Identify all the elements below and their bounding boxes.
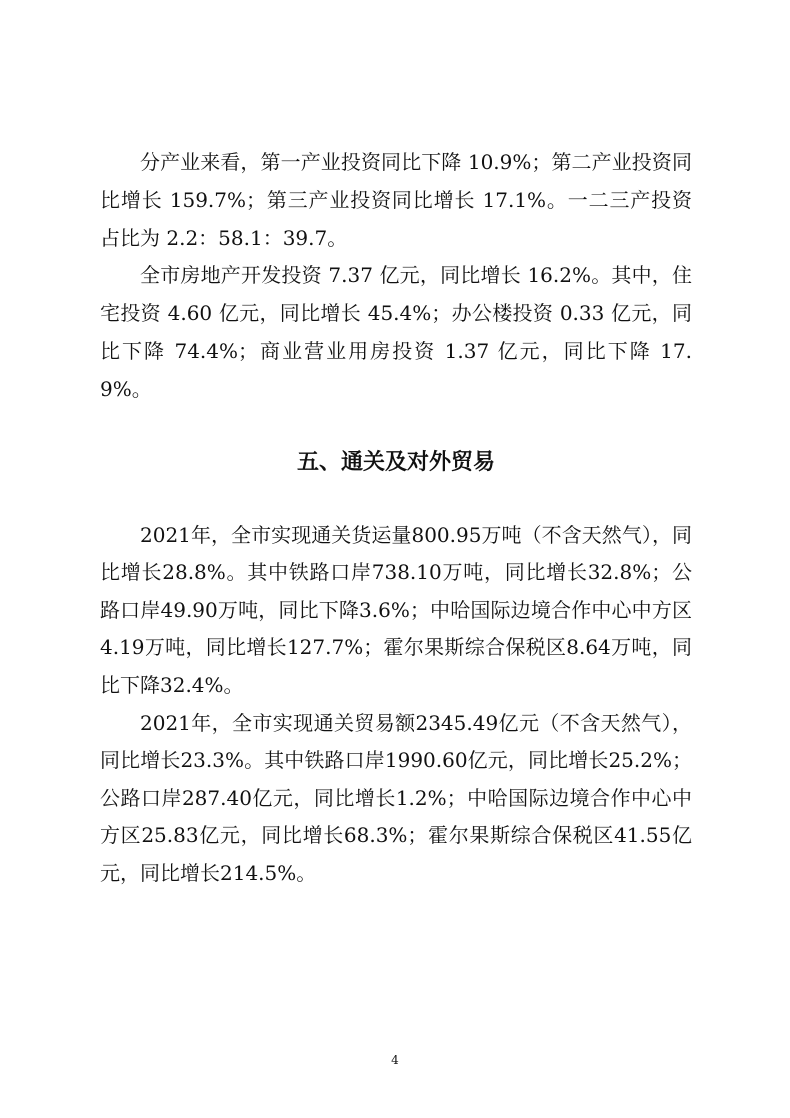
page-number: 4	[391, 1053, 399, 1067]
freight-volume-paragraph: 2021年，全市实现通关货运量800.95万吨（不含天然气），同比增长28.8%。其中铁路口岸738.10万吨，同比增长32.8%；公路口岸49.90万吨，同比下降3.6%；中哈国际边境合作中心中方区4.19万吨，同比增长127.7%；霍尔果斯综合保税区8.64万吨，同比下降32.4%。	[100, 522, 692, 697]
customs-trade-section	[100, 517, 692, 893]
investment-section	[100, 144, 692, 409]
industry-investment-paragraph: 分产业来看，第一产业投资同比下降 10.9%；第二产业投资同比增长 159.7%；第三产业投资同比增长 17.1%。一二三产投资占比为 2.2：58.1：39.7。	[100, 150, 692, 250]
page-content	[100, 144, 692, 893]
section-heading-wrapper	[100, 445, 692, 481]
section-heading: 五、通关及对外贸易	[296, 449, 495, 475]
real-estate-investment-paragraph: 全市房地产开发投资 7.37 亿元，同比增长 16.2%。其中，住宅投资 4.60 亿元，同比增长 45.4%；办公楼投资 0.33 亿元，同比下降 74.4%；商业营业用房投资 1.37 亿元，同比下降 17.9%。	[100, 263, 692, 401]
trade-value-paragraph: 2021年，全市实现通关贸易额2345.49亿元（不含天然气），同比增长23.3%。其中铁路口岸1990.60亿元，同比增长25.2%；公路口岸287.40亿元，同比增长1.2%；中哈国际边境合作中心中方区25.83亿元，同比增长68.3%；霍尔果斯综合保税区41.55亿元，同比增长214.5%。	[100, 710, 692, 885]
